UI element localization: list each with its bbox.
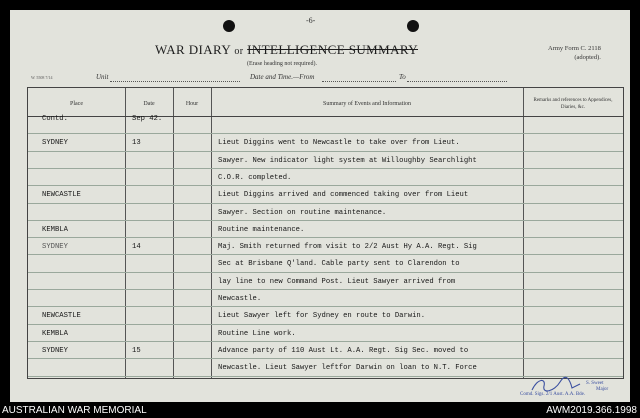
row-rule — [28, 358, 623, 359]
print-reference: W. 5508 7/14 — [31, 75, 53, 80]
signature-scrawl — [532, 377, 580, 391]
unit-label: Unit — [96, 73, 109, 81]
form-reference — [548, 44, 601, 62]
entry-place: Contd. — [42, 115, 68, 123]
row-rule — [28, 168, 623, 169]
header-rule — [28, 116, 623, 117]
signature-rank: Major — [596, 387, 609, 392]
entry-place: NEWCASTLE — [42, 191, 81, 200]
entry-summary: Routine Line work. — [218, 329, 296, 338]
row-rule — [28, 151, 623, 152]
signature-name: S. Sweet — [586, 381, 604, 386]
footer-catalogue-number: AWM2019.366.1998 — [546, 405, 637, 416]
entry-date: 13 — [132, 139, 141, 148]
entry-date: 14 — [132, 243, 141, 252]
entry-summary: Advance party of 110 Aust Lt. A.A. Regt. Sig Sec. moved to — [218, 346, 469, 355]
row-rule — [28, 306, 623, 307]
row-rule — [28, 289, 623, 290]
entry-summary: Sec at Brisbane Q'land. Cable party sent to Clarendon to — [218, 260, 460, 269]
entry-place: KEMBLA — [42, 329, 68, 338]
entry-summary: Sawyer. New indicator light system at Willoughby Searchlight — [218, 156, 477, 165]
diary-page — [10, 10, 630, 402]
row-rule — [28, 324, 623, 325]
entry-summary: lay line to new Command Post. Lieut Sawyer arrived from — [218, 277, 456, 286]
title-main: WAR DIARY — [155, 42, 231, 57]
column-divider — [125, 88, 126, 378]
column-header-place: Place — [70, 101, 83, 107]
row-rule — [28, 220, 623, 221]
entry-summary: Lieut Sawyer left for Sydney en route to Darwin. — [218, 312, 426, 321]
date-time-label: Date and Time.—From — [250, 73, 315, 81]
from-dotted-line — [322, 81, 396, 82]
entry-summary: Lieut Diggins went to Newcastle to take over from Lieut. — [218, 139, 460, 148]
column-header-remarks: Remarks and references to Appendices, Diaries, &c. — [533, 98, 613, 110]
unit-dotted-line — [110, 81, 240, 82]
row-rule — [28, 185, 623, 186]
column-divider — [173, 88, 174, 378]
column-divider — [211, 88, 212, 378]
entry-summary: Sawyer. Section on routine maintenance. — [218, 208, 387, 217]
title-struck: INTELLIGENCE SUMMARY — [247, 42, 419, 57]
title-or: or — [234, 46, 244, 57]
to-dotted-line — [407, 81, 507, 82]
entry-summary: Newcastle. Lieut Sawyer leftfor Darwin on loan to N.T. Force — [218, 364, 477, 373]
entry-summary: Maj. Smith returned from visit to 2/2 Aust Hy A.A. Regt. Sig — [218, 243, 477, 252]
entry-summary: Routine maintenance. — [218, 225, 305, 234]
footer-institution: AUSTRALIAN WAR MEMORIAL — [2, 405, 147, 416]
row-rule — [28, 341, 623, 342]
entry-date: Sep 42. — [132, 115, 163, 123]
signature-title: Comd. Sigs. 2/1 Aust. A.A. Bde. — [520, 392, 586, 397]
entry-place: NEWCASTLE — [42, 312, 81, 321]
entry-place: KEMBLA — [42, 225, 68, 234]
diary-table — [27, 87, 624, 379]
page-number: -6- — [306, 16, 316, 25]
page-title — [155, 42, 418, 58]
column-header-hour: Hour — [185, 101, 199, 107]
row-rule — [28, 133, 623, 134]
entry-summary: Lieut Diggins arrived and commenced taking over from Lieut — [218, 191, 469, 200]
entry-date: 15 — [132, 346, 141, 355]
row-rule — [28, 272, 623, 273]
punch-hole-right — [407, 20, 419, 32]
column-divider — [523, 88, 524, 378]
column-header-date: Date — [143, 101, 155, 107]
punch-hole-left — [223, 20, 235, 32]
row-rule — [28, 237, 623, 238]
row-rule — [28, 254, 623, 255]
entry-summary: Newcastle. — [218, 295, 262, 303]
subtitle: (Erase heading not required). — [247, 61, 317, 67]
entry-place: SYDNEY — [42, 139, 68, 148]
to-label: To — [399, 73, 406, 81]
form-reference-line1: Army Form C. 2118 — [548, 45, 601, 52]
entry-summary: C.O.R. completed. — [218, 173, 292, 182]
row-rule — [28, 203, 623, 204]
entry-place: SYDNEY — [42, 346, 68, 355]
column-header-summary: Summary of Events and Information — [323, 101, 411, 107]
form-reference-line2: (adopted). — [574, 54, 601, 61]
entry-place: SYDNEY — [42, 243, 68, 252]
